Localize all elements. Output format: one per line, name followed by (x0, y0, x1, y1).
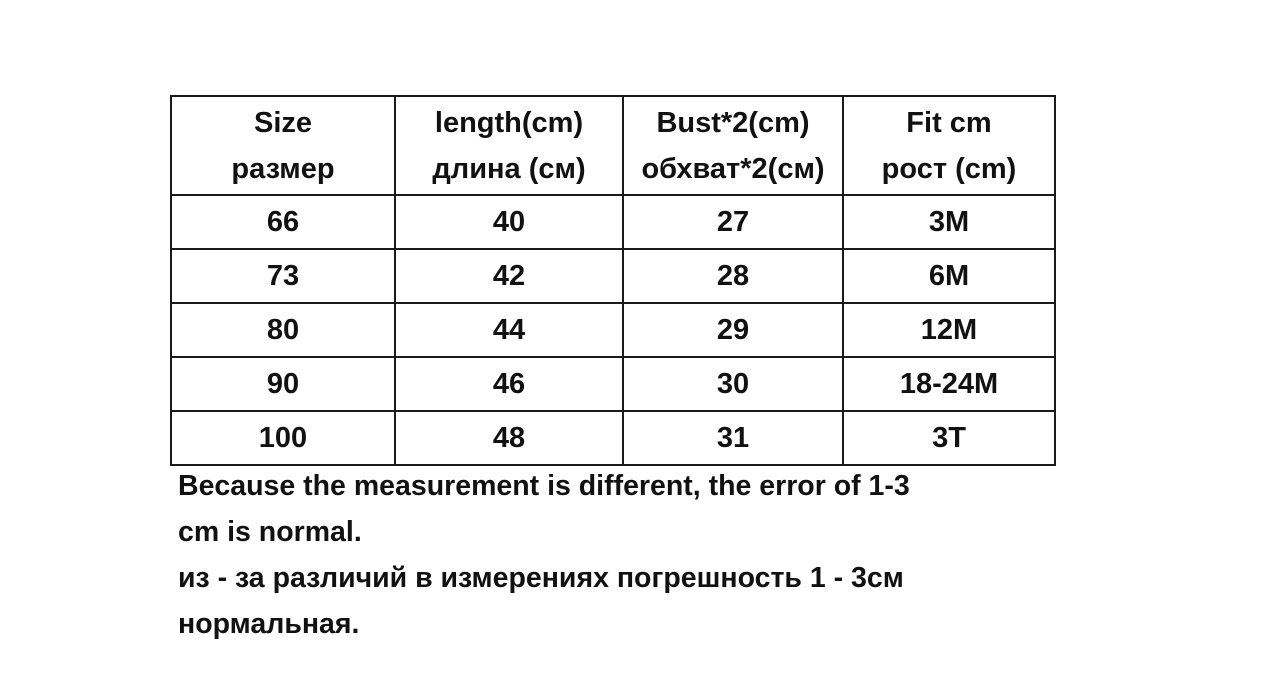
table-row (171, 303, 1055, 357)
cell-length: 42 (395, 249, 623, 303)
cell-bust: 28 (623, 249, 843, 303)
cell-fit: 12M (843, 303, 1055, 357)
table-row (171, 195, 1055, 249)
table-row (171, 411, 1055, 465)
note-russian-line-2: нормальная. (178, 608, 360, 640)
cell-fit: 3M (843, 195, 1055, 249)
cell-bust: 29 (623, 303, 843, 357)
note-russian-line-1: из - за различий в измерениях погрешность 1 - 3см (178, 562, 904, 594)
table-row (171, 357, 1055, 411)
header-length-en: length(cm) (434, 106, 584, 139)
cell-size: 80 (171, 303, 395, 357)
cell-size: 66 (171, 195, 395, 249)
header-fit-ru: рост (cm) (881, 152, 1017, 185)
note-english-line-2: cm is normal. (178, 516, 362, 548)
header-size-ru: размер (231, 152, 335, 185)
header-size-en: Size (253, 106, 313, 139)
cell-length: 44 (395, 303, 623, 357)
header-size (171, 96, 395, 195)
header-fit-en: Fit cm (906, 106, 992, 139)
cell-fit: 18-24M (843, 357, 1055, 411)
cell-bust: 31 (623, 411, 843, 465)
cell-bust: 27 (623, 195, 843, 249)
header-bust-ru: обхват*2(см) (641, 152, 825, 185)
cell-size: 73 (171, 249, 395, 303)
table-header-row (171, 96, 1055, 195)
cell-size: 90 (171, 357, 395, 411)
header-length-ru: длина (см) (432, 152, 586, 185)
header-bust-en: Bust*2(cm) (656, 106, 810, 139)
measurement-note (178, 463, 1078, 647)
cell-bust: 30 (623, 357, 843, 411)
cell-length: 46 (395, 357, 623, 411)
header-bust (623, 96, 843, 195)
cell-size: 100 (171, 411, 395, 465)
cell-length: 40 (395, 195, 623, 249)
size-chart-table (170, 95, 1056, 466)
cell-fit: 3T (843, 411, 1055, 465)
header-length (395, 96, 623, 195)
header-fit (843, 96, 1055, 195)
table-row (171, 249, 1055, 303)
note-english-line-1: Because the measurement is different, the error of 1-3 (178, 470, 910, 502)
cell-fit: 6M (843, 249, 1055, 303)
cell-length: 48 (395, 411, 623, 465)
